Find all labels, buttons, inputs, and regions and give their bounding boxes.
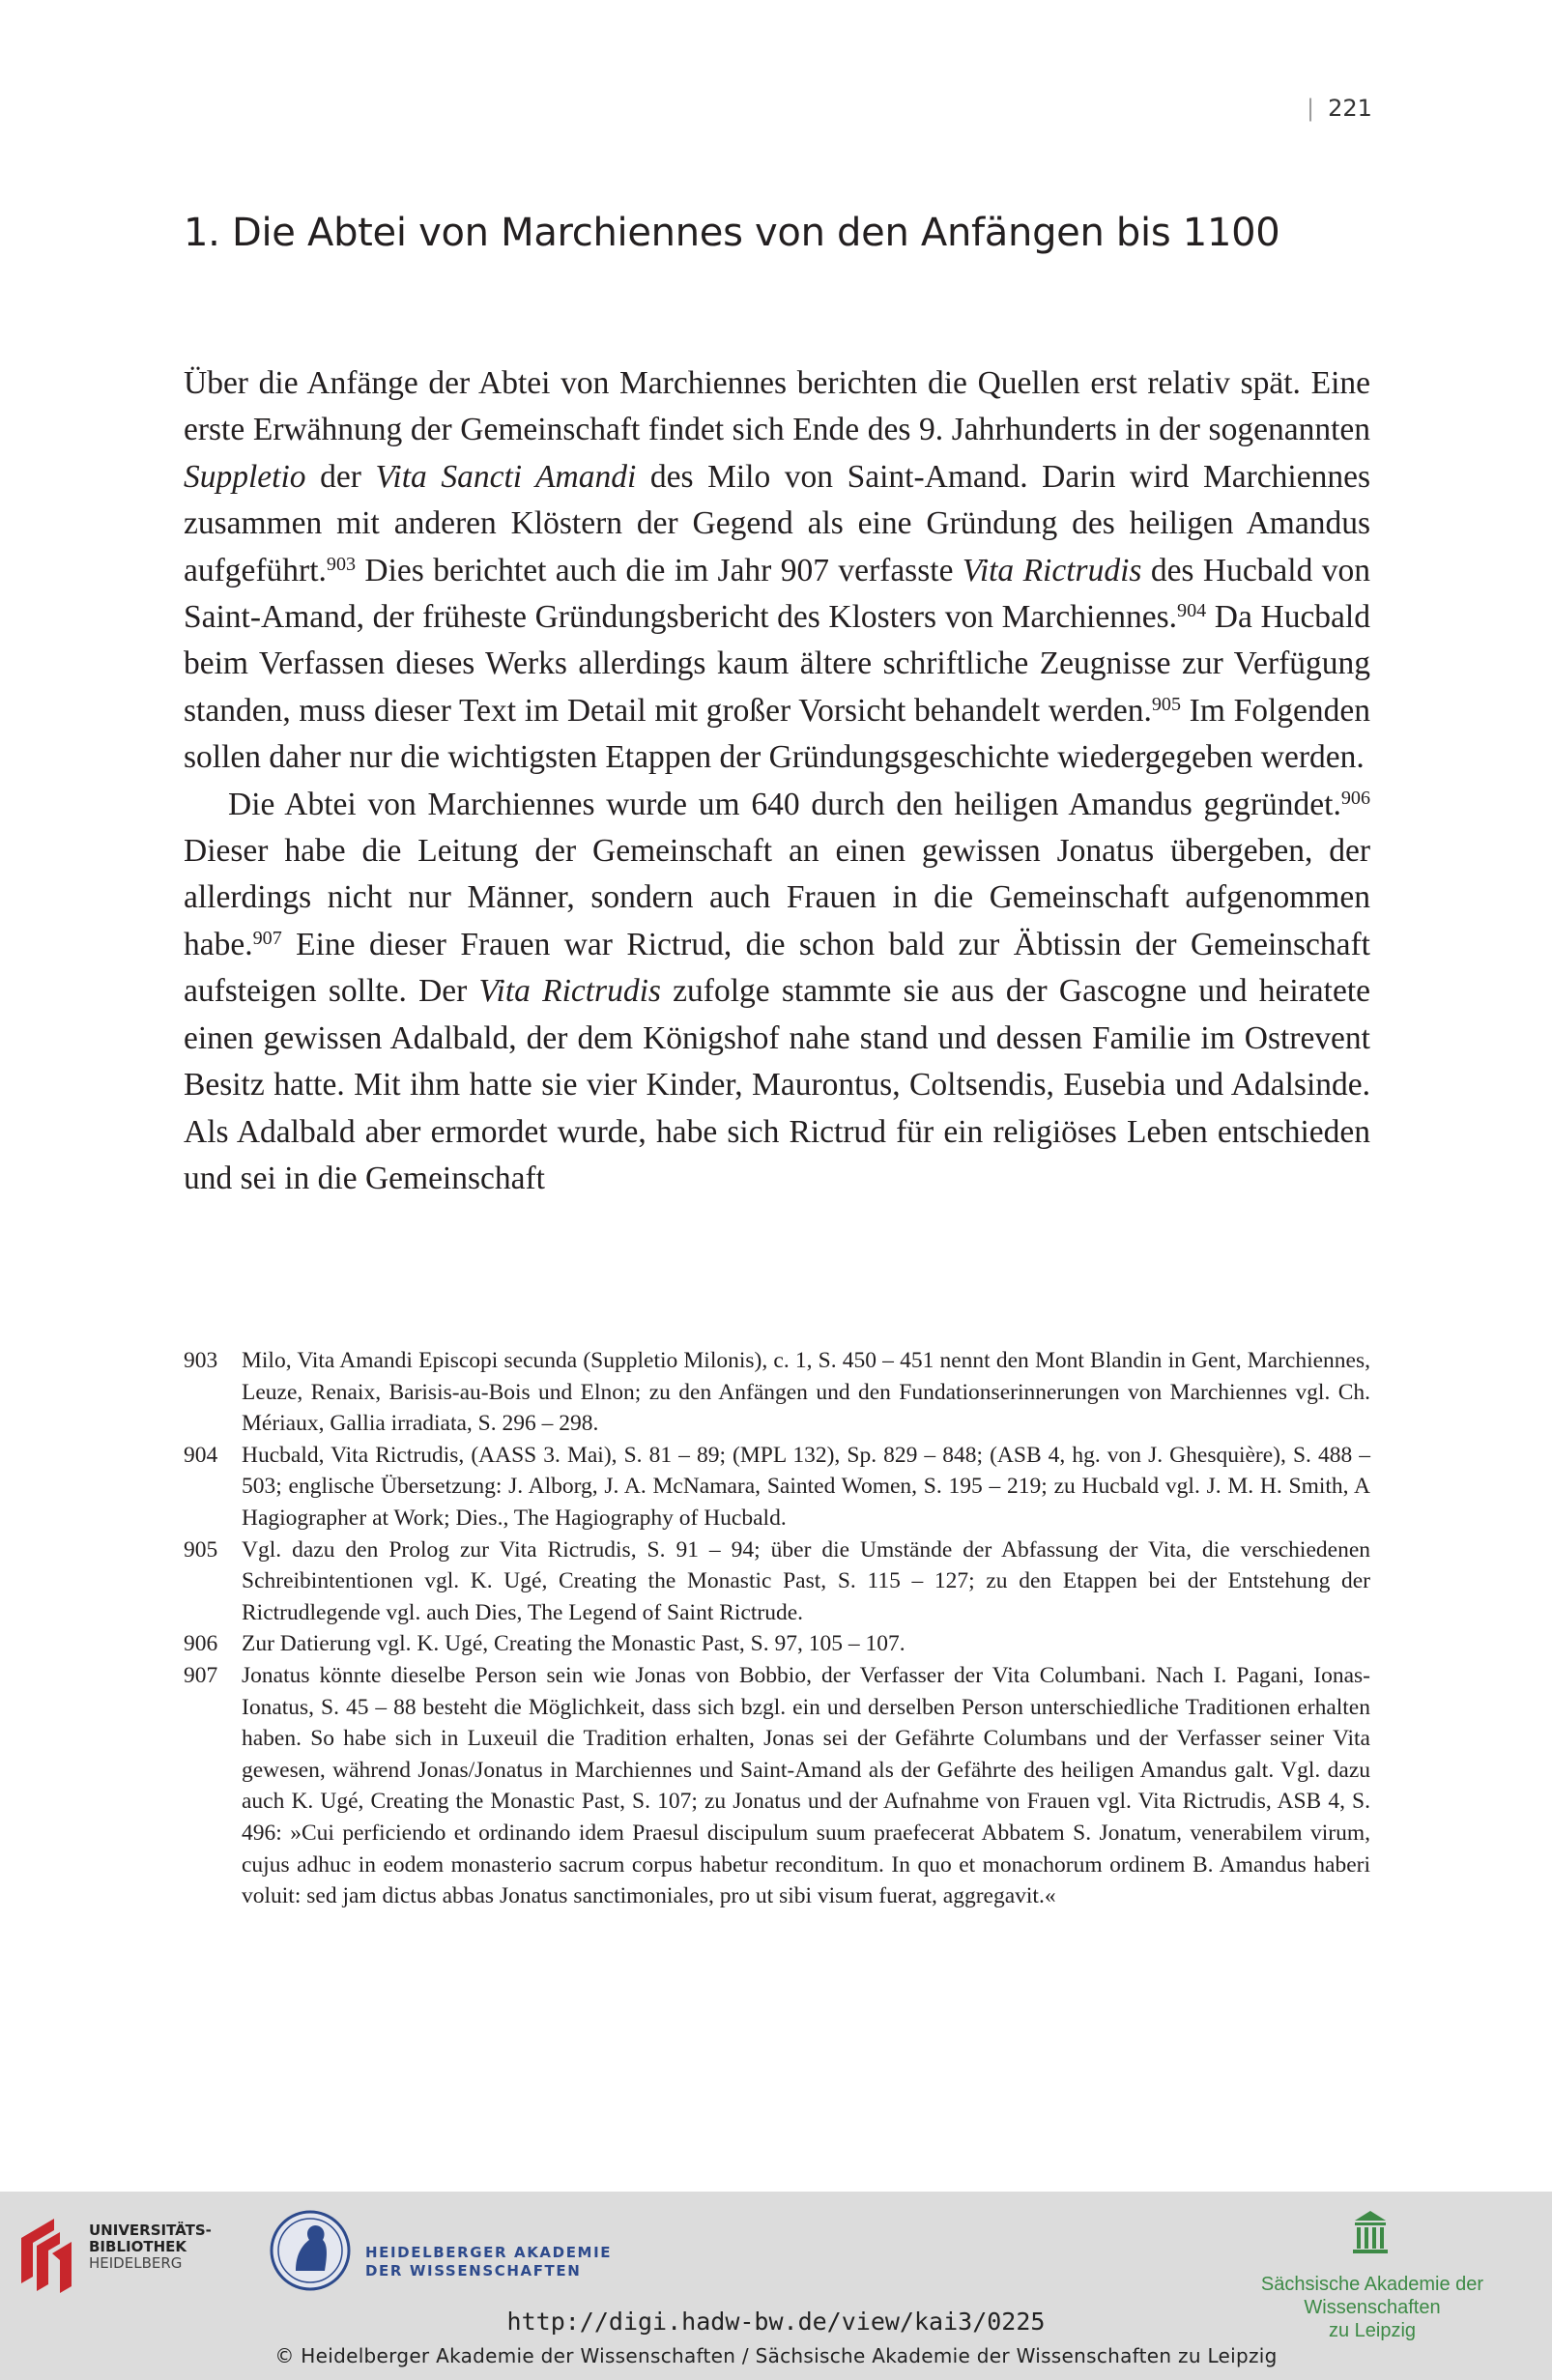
text-span: zufolge stammte sie aus der Gascogne und heiratete einen gewissen Adalbald, der dem Königshof nahe stand und dessen Familie im Ostrevent Besitz hatte. Mit ihm hatte sie vier Kinder, Maurontus, Coltsendis, Eusebia und Adalsinde. Als Adalbald aber ermordet wurde, habe sich Rictrud für ein religiöses Leben entschieden und sei in die Gemeinschaft xyxy=(184,973,1370,1196)
italic-title: Vita Sancti Amandi xyxy=(375,458,637,495)
ub-heidelberg-logo[interactable] xyxy=(15,2209,212,2296)
saw-logo-line: Sächsische Akademie der Wissenschaften xyxy=(1260,2274,1484,2318)
footnote-906 xyxy=(184,1628,1370,1660)
ub-logo-text xyxy=(89,2222,212,2272)
footnote-text: Hucbald, Vita Rictrudis, (AASS 3. Mai), S. 81 – 89; (MPL 132), Sp. 829 – 848; (ASB 4, hg. von J. Ghesquière), S. 488 – 503; englische Übersetzung: J. Alborg, J. A. McNamara, Sainted Women, S. 195 – 219; zu Hucbald vgl. J. M. H. Smith, A Hagiographer at Work; Dies., The Hagiography of Hucbald. xyxy=(242,1442,1370,1531)
footnote-number: 904 xyxy=(184,1442,218,1468)
ub-logo-line: BIBLIOTHEK xyxy=(89,2238,187,2255)
text-span: des Milo von Saint-Amand. Darin wird Marchiennes zusammen mit anderen Klöstern der Gegend als eine Gründung des heiligen Amandus aufgeführt. xyxy=(184,458,1371,588)
footnote-ref[interactable]: 907 xyxy=(252,927,282,949)
saw-logo-line: zu Leipzig xyxy=(1328,2320,1417,2341)
footnote-number: 907 xyxy=(184,1662,218,1688)
body-paragraph-1 xyxy=(184,360,1370,782)
footnote-904 xyxy=(184,1440,1370,1534)
footnote-ref[interactable]: 906 xyxy=(1340,787,1370,809)
text-span: Dieser habe die Leitung der Gemeinschaft an einen gewissen Jonatus übergeben, der allerdings nicht nur Männer, sondern auch Frauen in die Gemeinschaft aufgenommen habe. xyxy=(184,833,1370,962)
body-paragraph-2 xyxy=(184,782,1370,1203)
footnote-number: 905 xyxy=(184,1536,218,1563)
hadw-logo[interactable] xyxy=(267,2207,634,2304)
ub-heidelberg-logo-icon xyxy=(15,2209,83,2296)
footnote-905 xyxy=(184,1534,1370,1629)
italic-title: Vita Rictrudis xyxy=(962,552,1142,588)
footnote-ref[interactable]: 904 xyxy=(1177,599,1207,621)
footnote-907 xyxy=(184,1660,1370,1912)
footnotes xyxy=(184,1345,1370,1912)
digitization-footer xyxy=(0,2192,1552,2380)
text-span: Eine dieser Frauen war Rictrud, die schon bald zur Äbtissin der Gemeinschaft aufsteigen sollte. Der xyxy=(184,926,1370,1010)
text-span: Dies berichtet auch die im Jahr 907 verfasste xyxy=(356,552,963,588)
text-span: Über die Anfänge der Abtei von Marchiennes berichten die Quellen erst relativ spät. Eine erste Erwähnung der Gemeinschaft findet sich Ende des 9. Jahrhunderts in der sogenannten xyxy=(184,365,1370,448)
footnote-903 xyxy=(184,1345,1370,1440)
footnote-text: Vgl. dazu den Prolog zur Vita Rictrudis, S. 91 – 94; über die Umstände der Abfassung der Vita, die verschiedenen Schreibintentionen vgl. K. Ugé, Creating the Monastic Past, S. 115 – 127; zu den Etappen bei der Entstehung der Rictrudlegende vgl. auch Dies, The Legend of Saint Rictrude. xyxy=(242,1536,1370,1625)
hadw-logo-line: HEIDELBERGER AKADEMIE xyxy=(365,2244,613,2261)
footnote-text: Zur Datierung vgl. K. Ugé, Creating the Monastic Past, S. 97, 105 – 107. xyxy=(242,1631,905,1657)
chapter-title: 1. Die Abtei von Marchiennes von den Anfängen bis 1100 xyxy=(184,211,1280,255)
italic-title: Vita Rictrudis xyxy=(478,973,661,1010)
footnote-number: 903 xyxy=(184,1348,218,1373)
footnote-number: 906 xyxy=(184,1631,218,1657)
hadw-medallion-logo-icon xyxy=(267,2207,354,2294)
ub-logo-line: UNIVERSITÄTS- xyxy=(89,2222,212,2239)
permalink-url[interactable]: http://digi.hadw-bw.de/view/kai3/0225 xyxy=(506,2308,1046,2336)
page-number-value: 221 xyxy=(1328,95,1372,122)
text-span: des Hucbald von Saint-Amand, der früheste Gründungsbericht des Klosters von Marchiennes. xyxy=(184,552,1371,636)
text-span: der xyxy=(305,458,376,495)
saw-building-logo-icon xyxy=(1351,2207,1390,2255)
footnote-text: Jonatus könnte dieselbe Person sein wie Jonas von Bobbio, der Verfasser der Vita Columbani. Nach I. Pagani, Ionas-Ionatus, S. 45 – 88 besteht die Möglichkeit, dass sich bzgl. ein und derselben Person unterschiedliche Traditionen erhalten haben. So habe sich in Luxeuil die Tradition erhalten, Jonas sei der Gefährte Columbans und der Verfasser seiner Vita gewesen, während Jonas/Jonatus in Marchiennes und Saint-Amand als der Gefährte des heiligen Amandus galt. Vgl. dazu auch K. Ugé, Creating the Monastic Past, S. 107; zu Jonatus und der Aufnahme von Frauen vgl. Vita Rictrudis, ASB 4, S. 496: »Cui perficiendo et ordinando idem Praesul discipulum suum praefecerat Abbatem S. Jonatum, venerabilem virum, cujus adhuc in eodem monasterio sacrum corpus habetur reconditum. In quo et monachorum ordinem B. Amandus haberi voluit: sed jam dictus abbas Jonatus sanctimoniales, pro ut sibi visum fuerat, aggregavit.« xyxy=(242,1662,1370,1909)
italic-title: Suppletio xyxy=(184,458,306,495)
footnote-ref[interactable]: 903 xyxy=(326,553,357,575)
hadw-logo-text xyxy=(365,2244,612,2280)
hadw-logo-line: DER WISSENSCHAFTEN xyxy=(365,2262,582,2280)
saw-leipzig-logo[interactable] xyxy=(1198,2207,1546,2341)
text-span: Die Abtei von Marchiennes wurde um 640 durch den heiligen Amandus gegründet. xyxy=(228,786,1341,822)
footnote-ref[interactable]: 905 xyxy=(1151,693,1181,715)
ub-logo-line: HEIDELBERG xyxy=(89,2254,183,2272)
page-number-divider: | xyxy=(1307,95,1315,122)
page-number xyxy=(1307,95,1372,122)
copyright-notice: © Heidelberger Akademie der Wissenschaften / Sächsische Akademie der Wissenschaften zu Leipzig xyxy=(274,2344,1278,2367)
body-text xyxy=(184,360,1370,1202)
text-span: Im Folgenden sollen daher nur die wichtigsten Etappen der Gründungsgeschichte wiedergegeben werden. xyxy=(184,692,1370,776)
footnote-text: Milo, Vita Amandi Episcopi secunda (Suppletio Milonis), c. 1, S. 450 – 451 nennt den Mont Blandin in Gent, Marchiennes, Leuze, Renaix, Barisis-au-Bois und Elnon; zu den Anfängen und den Fundationserinnerungen von Marchiennes vgl. Ch. Mériaux, Gallia irradiata, S. 296 – 298. xyxy=(242,1348,1370,1437)
text-span: Da Hucbald beim Verfassen dieses Werks allerdings kaum ältere schriftliche Zeugnisse zur Verfügung standen, muss dieser Text im Detail mit großer Vorsicht behandelt werden. xyxy=(184,599,1370,729)
